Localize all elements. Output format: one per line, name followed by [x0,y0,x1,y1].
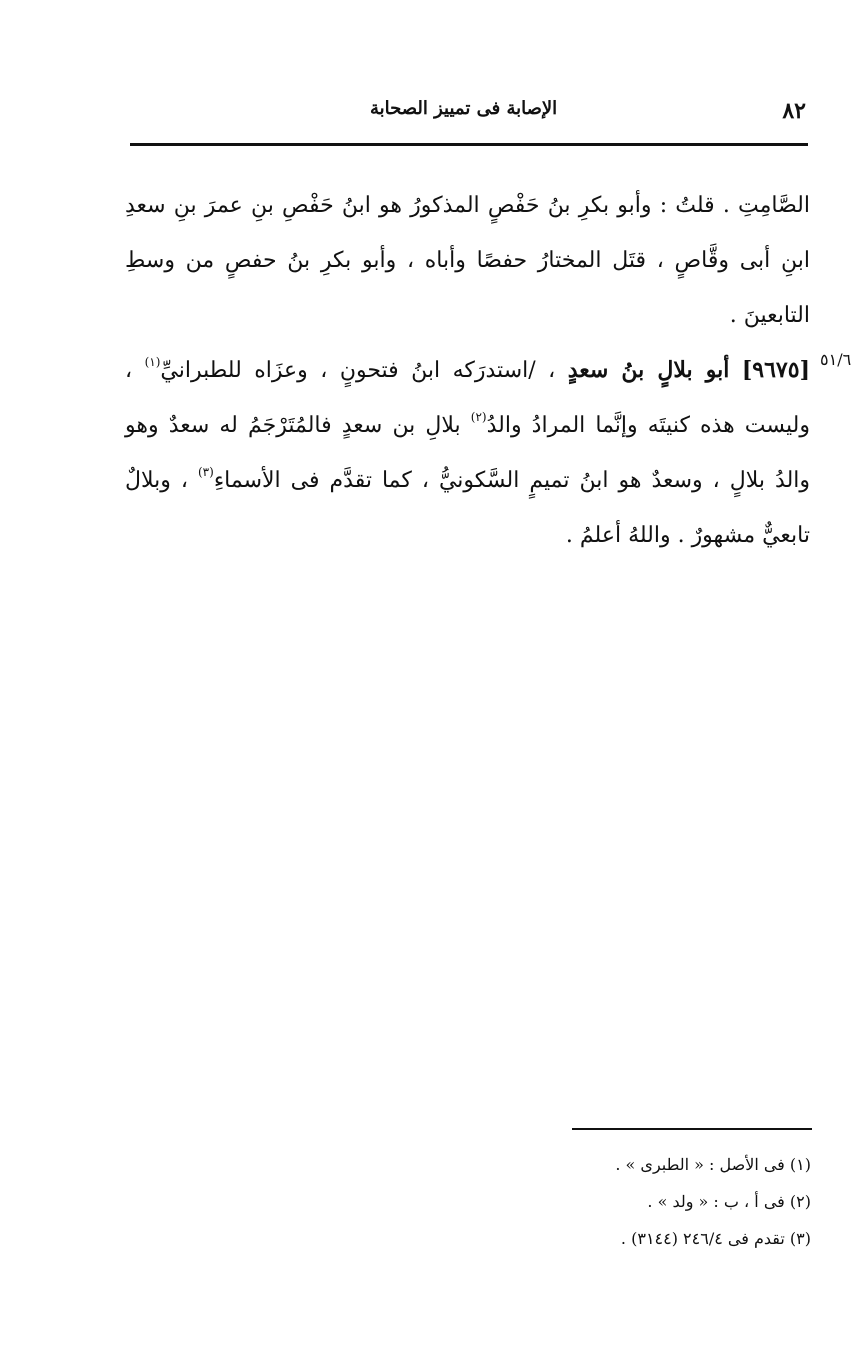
footnote-ref-1: (١) [144,355,161,370]
footnote-2: (٢) فى أ ، ب : « ولد » . [647,1192,811,1211]
paragraph-continuation: الصَّامِتِ . قلتُ : وأبو بكرِ بنُ حَفْصٍ المذكورُ هو ابنُ حَفْصِ بنِ عمرَ بنِ سعدِ ابنِ أبى وقَّاصٍ ، قتَل المختارُ حفصًا وأباه ، وأبو بكرِ بنُ حفصٍ من وسطِ التابعينَ . [125,193,810,328]
footnote-3: (٣) تقدم فى ٢٤٦/٤ (٣١٤٤) . [620,1229,811,1248]
footnote-ref-3: (٣) [197,465,214,480]
body-text [125,178,810,563]
entry-text-4: ، وبلالٌ تابعيٌّ مشهورٌ . واللهُ أعلمُ . [125,468,810,548]
footnote-ref-2: (٢) [470,410,487,425]
footnote-rule [572,1128,812,1130]
header-rule [130,143,808,146]
entry-text-3: بلالِ بن سعدٍ فالمُتَرْجَمُ له سعدٌ وهو والدُ بلالٍ ، وسعدٌ هو ابنُ تميمٍ السَّكونيُّ ، كما تقدَّم فى الأسماءِ [125,413,811,493]
footnote-1: (١) فى الأصل : « الطبرى » . [615,1155,811,1174]
entry-text-2: ، وليست هذه كنيتَه وإنَّما المرادُ والدُ [125,358,810,438]
entry-number: [٩٦٧٥] [741,357,810,383]
biography-entry [125,343,810,563]
entry-text-1: ، /استدرَكه ابنُ فتحونٍ ، وعزَاه للطبرانيِّ [160,358,556,383]
footnotes [511,1146,811,1257]
margin-reference: ٥١/٦ [820,350,852,369]
running-title: الإصابة فى تمييز الصحابة [370,98,558,119]
entry-name: أبو بلالٍ بنُ سعدٍ [567,357,730,383]
page-number: ٨٢ [782,98,806,124]
